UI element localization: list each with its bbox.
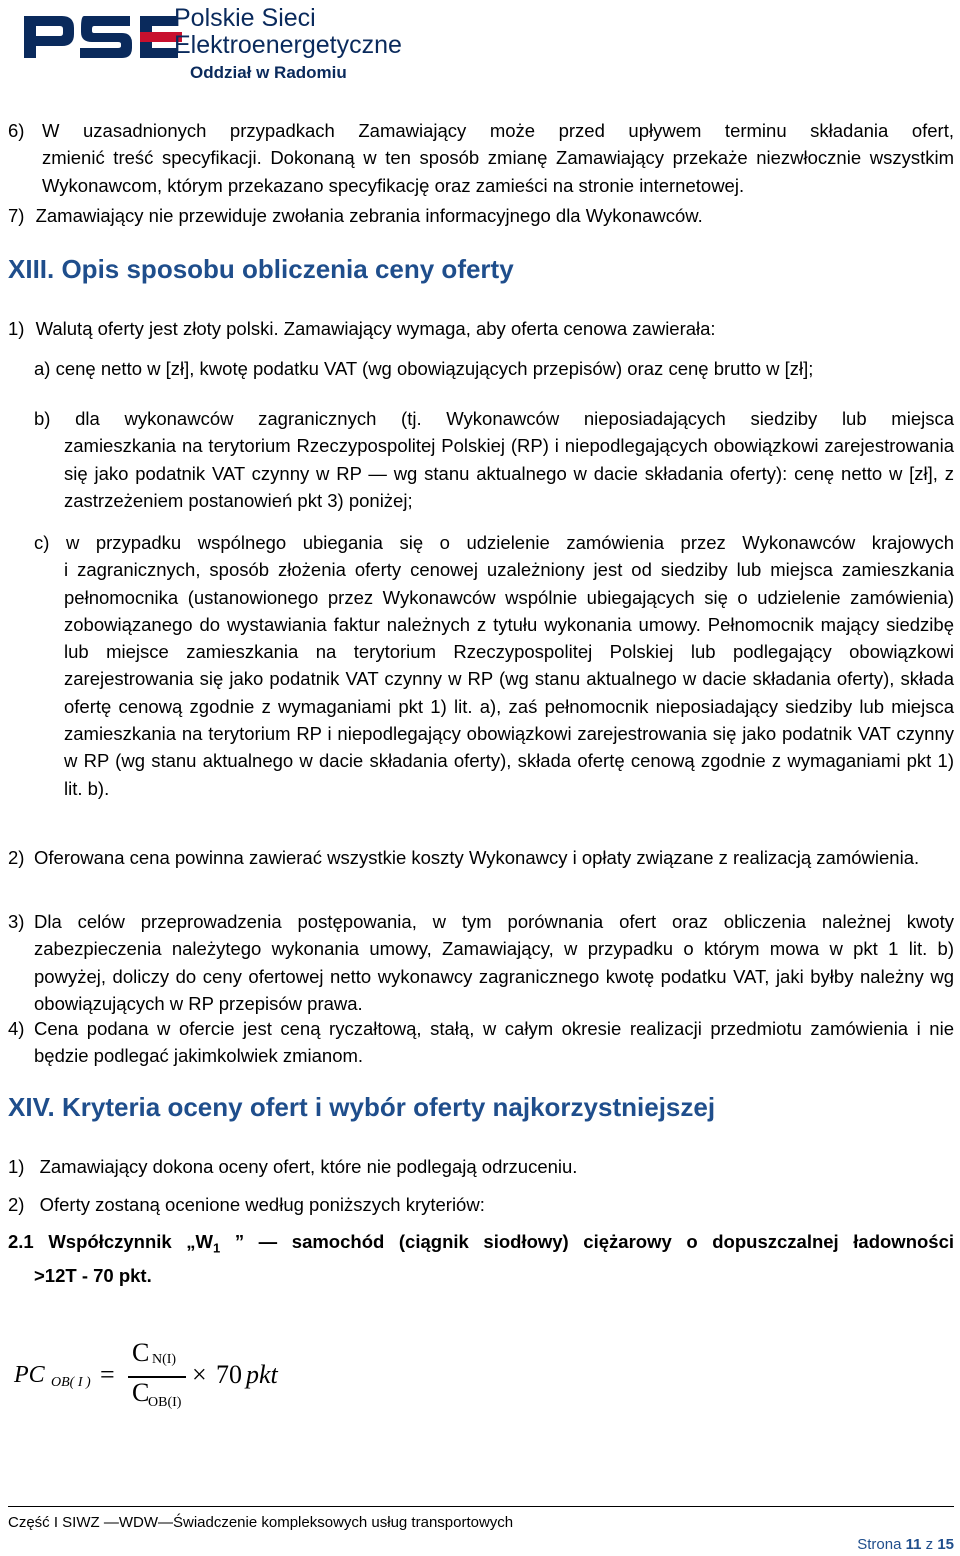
paragraph-line: W uzasadnionych przypadkach Zamawiający może przed upływem terminu składania ofert,	[42, 120, 954, 141]
section-14-heading: XIV. Kryteria oceny ofert i wybór oferty najkorzystniejszej	[8, 1092, 716, 1122]
scoring-formula	[14, 1338, 474, 1428]
paragraph-number: 3)	[8, 911, 25, 932]
formula-denominator: C	[132, 1378, 150, 1407]
criterion-number: 2.1	[8, 1231, 34, 1252]
footer-divider	[8, 1506, 954, 1507]
formula-times: ×	[192, 1360, 207, 1389]
paragraph-number: 1)	[8, 1156, 25, 1177]
page-mid: z	[921, 1536, 938, 1553]
paragraph-text: Walutą oferty jest złoty polski. Zamawiający wymaga, aby oferta cenowa zawierała:	[35, 318, 716, 339]
formula-numerator-subscript: N(I)	[152, 1352, 177, 1367]
logo-name-line1: Polskie Sieci	[174, 4, 316, 32]
paragraph-label: c)	[34, 532, 50, 553]
paragraph-line-text: dla wykonawców zagranicznych (tj. Wykonawców nieposiadających siedziby lub miejsca	[75, 408, 955, 429]
paragraph-line	[34, 405, 954, 432]
formula-factor: 70	[216, 1360, 242, 1389]
formula-numerator: C	[132, 1338, 150, 1367]
section-13-item-c	[34, 529, 954, 802]
paragraph-number: 1)	[8, 318, 25, 339]
page-current: 11	[905, 1536, 922, 1553]
section-13-item-1	[8, 315, 954, 342]
criterion-text-pre: Współczynnik „W	[48, 1231, 213, 1252]
section-13-item-2	[8, 844, 954, 871]
criterion-text-post: ” — samochód (ciągnik siodłowy) ciężarowy o dopuszczalnej ładowności	[220, 1231, 955, 1252]
paragraph-text: zamieszkania na terytorium Rzeczypospolitej Polskiej (RP) i niepodlegających obowiązkowi zarejestrowania się jako podatnik VAT czynny w RP — wg stanu aktualnego w dacie składania oferty): cenę netto w [zł], z zastrzeżeniem postanowień pkt 3) poniżej;	[64, 435, 954, 511]
formula-unit: pkt	[246, 1360, 278, 1389]
section-13-item-4	[8, 1015, 954, 1070]
footer-document-title: Część I SIWZ —WDW—Świadczenie kompleksowych usług transportowych	[8, 1514, 514, 1531]
paragraph-number: 6)	[8, 120, 25, 141]
criterion-line	[8, 1228, 954, 1262]
paragraph-number: 2)	[8, 847, 25, 868]
company-logo	[22, 6, 442, 86]
criterion-subscript: 1	[213, 1240, 221, 1256]
section-13-item-a: a) cenę netto w [zł], kwotę podatku VAT (wg obowiązujących przepisów) oraz cenę brutto w [zł];	[34, 358, 814, 379]
logo-branch: Oddział w Radomiu	[190, 63, 347, 82]
section-13-heading: XIII. Opis sposobu obliczenia ceny oferty	[8, 254, 514, 284]
paragraph-text: Zamawiający dokona oceny ofert, które nie podlegają odrzuceniu.	[39, 1156, 578, 1177]
logo-name-line2: Elektroenergetyczne	[174, 31, 402, 59]
paragraph-text: i zagranicznych, sposób złożenia oferty cenowej uzależniony jest od siedziby lub miejsca zamieszkania pełnomocnika (ustanowionego przez Wykonawców wspólnie ubiegających się o udzielenie zamówienia) zobowiązanego do wystawiania faktur należnych z tytułu wykonania umowy. Pełnomocnik mający siedzibę lub miejsce zamieszkania na terytorium Rzeczypospolitej Polskiej lub podlegający obowiązkowi zarejestrowania się jako podatnik VAT czynny w RP (wg stanu aktualnego w dacie składania oferty), składa ofertę cenową zgodnie z wymaganiami pkt 1) lit. a), zaś pełnomocnik nieposiadający siedziby lub miejsca zamieszkania na terytorium RP i niepodlegający obowiązkowi zarejestrowania się jako podatnik VAT czynny w RP (wg stanu aktualnego w dacie składania oferty), składa ofertę cenową zgodnie z wymaganiami pkt 1) lit. b).	[64, 559, 954, 799]
section-14-item-2	[8, 1191, 954, 1218]
paragraph-line	[34, 529, 954, 556]
criterion-2-1	[8, 1228, 954, 1289]
paragraph-text: Cena podana w ofercie jest ceną ryczałtową, stałą, w całym okresie realizacji przedmiotu zamówienia i nie będzie podlegać jakimkolwiek zmianom.	[34, 1018, 954, 1067]
section-14-item-1	[8, 1153, 954, 1180]
section-13-item-b	[34, 405, 954, 514]
paragraph-text: Dla celów przeprowadzenia postępowania, w tym porównania ofert oraz obliczenia należnej kwoty zabezpieczenia należytego wykonania umowy, Zamawiający, w przypadku o którym mowa w pkt 1 lit. b) powyżej, doliczy do ceny ofertowej netto wykonawcy zagranicznego kwotę podatku VAT, jaki byłby należny wg obowiązujących w RP przepisów prawa.	[34, 911, 954, 1014]
paragraph-7	[8, 202, 954, 229]
page-total: 15	[937, 1536, 954, 1553]
formula-denominator-subscript: OB(I)	[148, 1395, 182, 1410]
page-prefix: Strona	[857, 1536, 906, 1553]
paragraph-line-text: w przypadku wspólnego ubiegania się o udzielenie zamówienia przez Wykonawców krajowych	[65, 532, 954, 553]
formula-lhs: PC	[14, 1362, 45, 1388]
paragraph-6	[8, 117, 954, 199]
footer-page-number	[857, 1536, 954, 1553]
paragraph-text: Oferowana cena powinna zawierać wszystkie koszty Wykonawcy i opłaty związane z realizacją zamówienia.	[34, 847, 920, 868]
formula-equals: =	[100, 1360, 115, 1389]
formula-lhs-subscript: OB( I )	[51, 1375, 91, 1390]
paragraph-text: Oferty zostaną ocenione według poniższych kryteriów:	[39, 1194, 485, 1215]
paragraph-number: 4)	[8, 1018, 25, 1039]
paragraph-label: b)	[34, 408, 51, 429]
paragraph-number: 7)	[8, 205, 25, 226]
paragraph-text: Zamawiający nie przewiduje zwołania zebrania informacyjnego dla Wykonawców.	[35, 205, 703, 226]
section-13-item-3	[8, 908, 954, 1017]
criterion-points: >12T - 70 pkt.	[34, 1264, 152, 1286]
paragraph-text: zmienić treść specyfikacji. Dokonaną w ten sposób zmianę Zamawiający przekaże niezwłocznie wszystkim Wykonawcom, którym przekazano specyfikację oraz zamieści na stronie internetowej.	[42, 147, 954, 196]
paragraph-number: 2)	[8, 1194, 25, 1215]
